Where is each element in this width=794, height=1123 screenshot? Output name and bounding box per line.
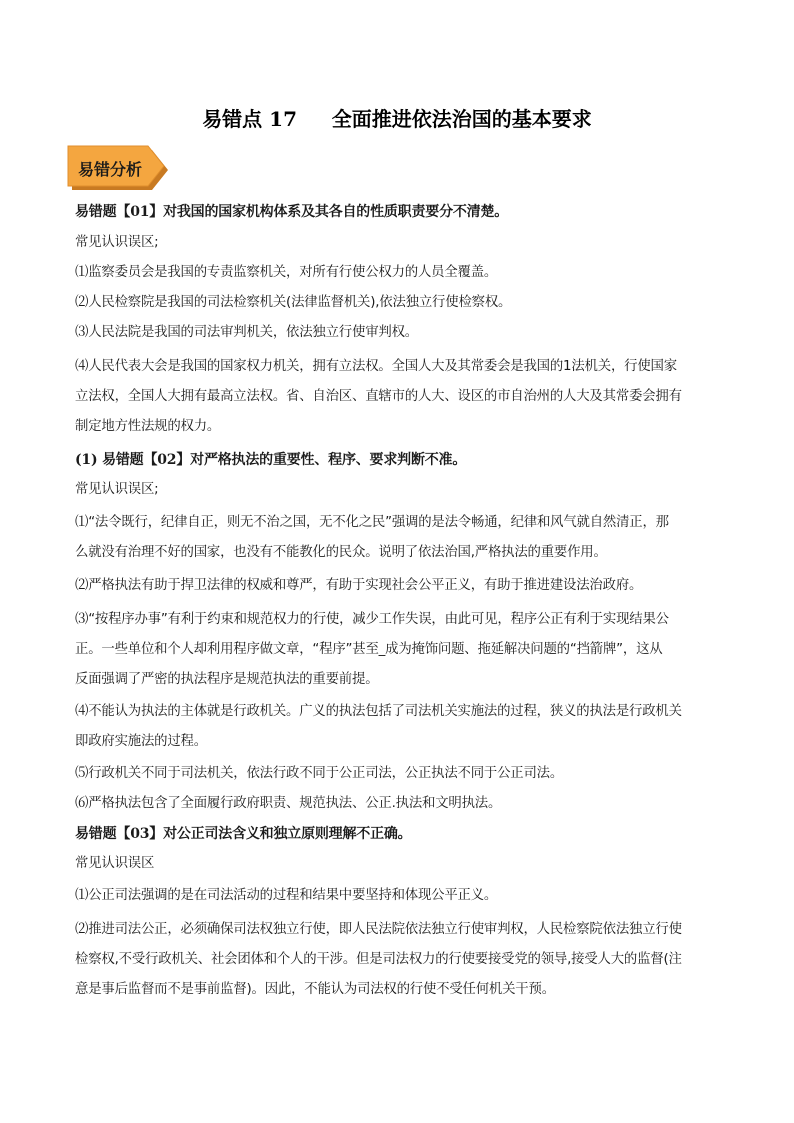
- section-heading: 易错题【01】对我国的国家机构体系及其各自的性质职责要分不清楚。: [75, 204, 509, 220]
- section-heading: 易错题【03】对公正司法含义和独立原则理解不正确。: [75, 826, 412, 842]
- paragraph-line: 意是事后监督而不是事前监督)。因此，不能认为司法权的行使不受任何机关干预。: [75, 982, 555, 997]
- paragraph-line: ⑷不能认为执法的主体就是行政机关。广义的执法包括了司法机关实施法的过程，狭义的执法是行政机关: [75, 704, 682, 719]
- paragraph-line: 么就没有治理不好的国家，也没有不能教化的民众。说明了依法治国,严格执法的重要作用。: [75, 545, 607, 560]
- paragraph-line: ⑸行政机关不同于司法机关，依法行政不同于公正司法，公正执法不同于公正司法。: [75, 766, 564, 781]
- paragraph-line: ⑴公正司法强调的是在司法活动的过程和结果中要坚持和体现公平正义。: [75, 888, 498, 903]
- paragraph-line: 常见认识误区;: [75, 482, 159, 497]
- section-heading: (1) 易错题【02】对严格执法的重要性、程序、要求判断不准。: [75, 452, 467, 468]
- paragraph-line: ⑵人民检察院是我国的司法检察机关(法律监督机关),依法独立行使检察权。: [75, 295, 512, 310]
- paragraph-line: ⑵推进司法公正，必须确保司法权独立行使，即人民法院依法独立行使审判权，人民检察院依法独立行使: [75, 922, 682, 937]
- paragraph-line: 制定地方性法规的权力。: [75, 419, 221, 434]
- paragraph-line: 立法权，全国人大拥有最高立法权。省、自治区、直辖市的人大、设区的市自治州的人大及其常委会拥有: [75, 389, 682, 404]
- paragraph-line: ⑶人民法院是我国的司法审判机关，依法独立行使审判权。: [75, 325, 418, 340]
- section-badge-label: 易错分析: [78, 160, 143, 179]
- paragraph-line: 检察权,不受行政机关、社会团体和个人的干涉。但是司法权力的行使要接受党的领导,接受人大的监督(注: [75, 952, 682, 967]
- paragraph-line: 反面强调了严密的执法程序是规范执法的重要前提。: [75, 672, 379, 687]
- paragraph-line: ⑴“法令既行，纪律自正，则无不治之国，无不化之民”强调的是法令畅通，纪律和风气就自然清正，那: [75, 515, 669, 530]
- paragraph-line: 正。一些单位和个人却利用程序做文章，“程序”甚至_成为掩饰问题、拖延解决问题的“挡箭牌”，这从: [75, 642, 663, 657]
- paragraph-line: ⑶“按程序办事”有利于约束和规范权力的行使，减少工作失误，由此可见，程序公正有利于实现结果公: [75, 612, 669, 627]
- paragraph-line: ⑷人民代表大会是我国的国家权力机关，拥有立法权。全国人大及其常委会是我国的1法机关，行使国家: [75, 359, 677, 374]
- paragraph-line: ⑹严格执法包含了全面履行政府职责、规范执法、公正.执法和文明执法。: [75, 796, 502, 811]
- paragraph-line: 即政府实施法的过程。: [75, 734, 207, 749]
- page-title: 易错点 17 全面推进依法治国的基本要求: [202, 107, 592, 131]
- paragraph-line: 常见认识误区: [75, 856, 155, 871]
- paragraph-line: ⑵严格执法有助于捍卫法律的权威和尊严，有助于实现社会公平正义，有助于推进建设法治政府。: [75, 578, 643, 593]
- paragraph-line: 常见认识误区;: [75, 235, 159, 250]
- paragraph-line: ⑴监察委员会是我国的专责监察机关，对所有行使公权力的人员全覆盖。: [75, 265, 498, 280]
